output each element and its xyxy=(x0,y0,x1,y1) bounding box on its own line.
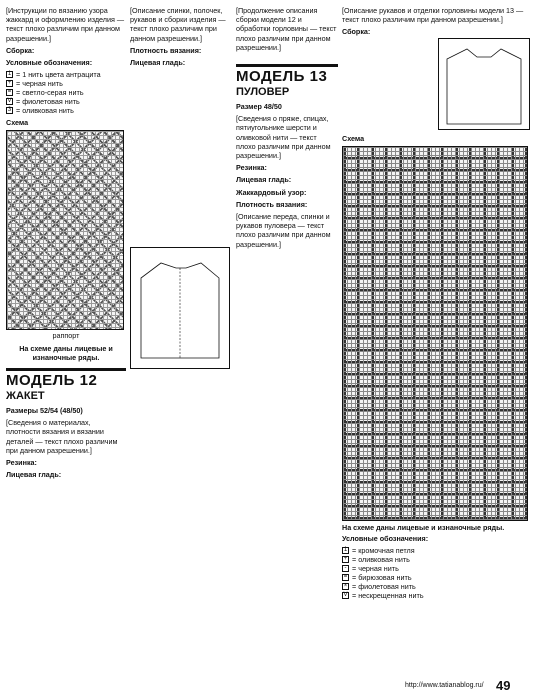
legend-symbol: V xyxy=(7,98,12,105)
col2-density: Плотность вязания: xyxy=(130,45,202,55)
col4-text-top: [Описание рукавов и отделки горловины модели 13 — текст плохо различим при данном разрешении.] xyxy=(342,6,524,25)
model-12-sizes: Размеры 52/54 (48/50) xyxy=(6,406,83,416)
model-13-pattern-stockinette: Лицевая гладь: xyxy=(236,175,292,185)
legend-item xyxy=(342,555,530,564)
legend-text: = светло-серая нить xyxy=(16,88,84,98)
page-number: 49 xyxy=(496,678,511,693)
model-13-sizes: Размер 48/50 xyxy=(236,102,282,112)
legend-item xyxy=(342,591,530,600)
pullover-schema-drawing xyxy=(439,39,529,129)
model-13-pattern-rib: Резинка: xyxy=(236,163,267,173)
jacquard-chart-1 xyxy=(6,130,124,330)
model-13-title: МОДЕЛЬ 13 xyxy=(236,64,338,85)
col2-pattern: Лицевая гладь: xyxy=(130,58,186,68)
legend-symbol: - xyxy=(342,565,349,572)
page-footer xyxy=(0,675,535,697)
legend-symbol: 3 xyxy=(7,107,12,114)
col1-text-top: [Инструкции по вязанию узора жаккард и оформлению изделия — текст плохо различим при данном разрешении.] xyxy=(6,6,125,43)
legend-text: = черная нить xyxy=(352,564,399,574)
legend-text: = фиолетовая нить xyxy=(352,582,416,592)
model-13-pattern-jacquard: Жаккардовый узор: xyxy=(236,187,307,197)
legend-item xyxy=(6,88,126,97)
legend-symbol: 1 xyxy=(7,71,12,78)
footer-url[interactable]: http://www.tatianablog.ru/ xyxy=(405,682,484,689)
col1-assembly-label: Сборка: xyxy=(6,45,35,55)
legend-text: = нескрещенная нить xyxy=(352,591,424,601)
column-2 xyxy=(130,6,230,656)
col1-legend xyxy=(6,70,126,115)
col4-assembly: Сборка: xyxy=(342,27,371,37)
legend-item xyxy=(342,546,530,555)
col4-schema-label: Схема xyxy=(342,133,365,143)
legend-text: = бирюзовая нить xyxy=(352,573,412,583)
legend-text: = черная нить xyxy=(16,79,63,89)
col4-legend xyxy=(342,546,530,600)
col3-text-top: [Продолжение описания сборки модели 12 и обработки горловины — текст плохо различим при данном разрешении.] xyxy=(236,6,337,52)
legend-item xyxy=(6,79,126,88)
legend-symbol: = xyxy=(343,574,348,581)
jacket-schema xyxy=(130,247,230,369)
rapport-label: раппорт xyxy=(52,331,80,341)
legend-item xyxy=(6,70,126,79)
legend-item xyxy=(6,97,126,106)
legend-item xyxy=(342,573,530,582)
col2-text: [Описание спинки, полочек, рукавов и сборки изделия — текст плохо различим при данном разрешении.] xyxy=(130,6,226,43)
model-12-pattern-stockinette: Лицевая гладь: xyxy=(6,470,62,480)
legend-text: = фиолетовая нить xyxy=(16,97,80,107)
legend-item xyxy=(342,582,530,591)
jacket-schema-drawing xyxy=(131,248,229,368)
column-3 xyxy=(236,6,338,656)
model-12-title: МОДЕЛЬ 12 xyxy=(6,368,126,389)
col1-legend-title: Условные обозначения: xyxy=(6,58,93,68)
model-12-pattern-rib: Резинка: xyxy=(6,458,37,468)
legend-symbol: + xyxy=(343,556,348,563)
legend-text: = 1 нить цвета антрацита xyxy=(16,70,101,80)
model-13-parts: [Описание переда, спинки и рукавов пуловера — текст плохо различим при данном разрешении.] xyxy=(236,212,331,249)
legend-text: = кромочная петля xyxy=(352,546,415,556)
pullover-schema xyxy=(438,38,530,130)
legend-item xyxy=(342,564,530,573)
legend-symbol: 1 xyxy=(343,547,348,554)
col1-schema-label: Схема xyxy=(6,118,29,128)
column-4 xyxy=(342,6,530,656)
legend-text: = оливковая нить xyxy=(352,555,410,565)
chart-caption-2: На схеме даны лицевые и изнаночные ряды. xyxy=(342,522,505,532)
legend-symbol: V xyxy=(343,592,348,599)
jacquard-chart-2 xyxy=(342,146,528,521)
chart-caption-1: На схеме даны лицевые и изнаночные ряды. xyxy=(19,343,113,362)
column-1 xyxy=(6,6,126,656)
legend-text: = оливковая нить xyxy=(16,106,74,116)
model-13-materials: [Сведения о пряже, спицах, пятиугольнике шерсти и оливковой нити — текст плохо различим при данном разрешении.] xyxy=(236,114,331,161)
model-13-garment: ПУЛОВЕР xyxy=(236,86,290,99)
legend-symbol: + xyxy=(7,80,12,87)
col4-legend-title: Условные обозначения: xyxy=(342,534,429,544)
legend-symbol: = xyxy=(7,89,12,96)
model-13-density: Плотность вязания: xyxy=(236,199,308,209)
model-12-garment: ЖАКЕТ xyxy=(6,390,45,403)
model-12-text: [Сведения о материалах, плотности вязания и вязании деталей — текст плохо различим при данном разрешении.] xyxy=(6,418,118,455)
legend-symbol: × xyxy=(343,583,348,590)
legend-item xyxy=(6,106,126,115)
